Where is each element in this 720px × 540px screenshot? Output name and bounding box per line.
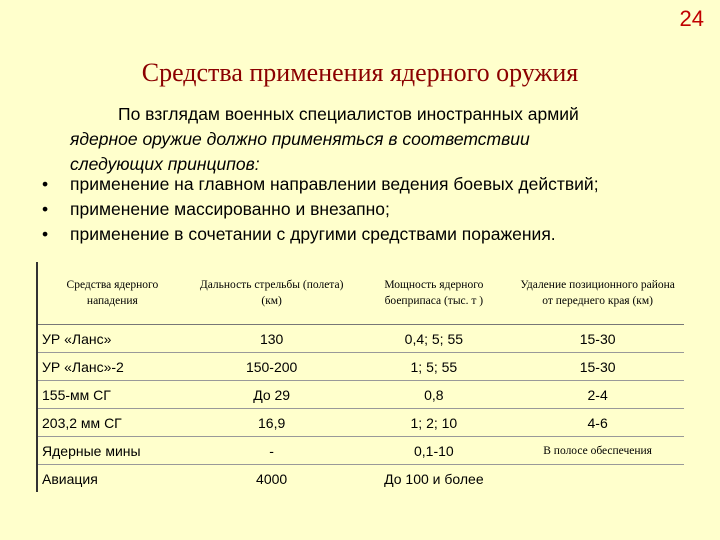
cell-means: Ядерные мины: [37, 437, 187, 465]
intro-line-1: По взглядам военных специалистов иностранных армий: [118, 104, 579, 124]
table-row: [37, 353, 684, 381]
cell-distance: 15-30: [511, 325, 684, 353]
principle-text: применение массированно и внезапно;: [70, 199, 390, 219]
table-row: [37, 437, 684, 465]
slide-title: Средства применения ядерного оружия: [141, 58, 579, 87]
header-range: Дальность стрельбы (полета) (км): [187, 262, 357, 325]
principle-text: применение на главном направлении ведения боевых действий;: [70, 174, 599, 194]
cell-distance: В полосе обеспечения: [511, 437, 684, 465]
cell-range: 130: [187, 325, 357, 353]
cell-yield: 1; 5; 55: [356, 353, 511, 381]
cell-yield: До 100 и более: [384, 470, 484, 487]
principle-item: [40, 222, 710, 247]
cell-means: УР «Ланс»-2: [37, 353, 187, 381]
table-row: [37, 409, 684, 437]
header-means: Средства ядерного нападения: [37, 262, 187, 325]
cell-range: До 29: [187, 381, 357, 409]
table-row: [37, 325, 684, 353]
cell-range: -: [187, 437, 357, 465]
bullet-icon: •: [42, 224, 49, 244]
principle-item: [40, 197, 710, 222]
weapons-table: [36, 262, 684, 492]
cell-distance: [511, 465, 684, 493]
cell-yield: 0,4; 5; 55: [356, 325, 511, 353]
intro-paragraph: [70, 102, 702, 177]
cell-yield: 0,8: [356, 381, 511, 409]
principle-text: применение в сочетании с другими средствами поражения.: [70, 224, 556, 244]
cell-distance: 4-6: [511, 409, 684, 437]
table-header-row: [37, 262, 684, 325]
cell-range: 16,9: [187, 409, 357, 437]
header-distance: Удаление позиционного района от переднего края (км): [511, 262, 684, 325]
principles-list: [40, 172, 710, 247]
cell-means: 203,2 мм СГ: [37, 409, 187, 437]
table-row: [37, 465, 684, 493]
cell-distance: 2-4: [511, 381, 684, 409]
cell-distance: 15-30: [511, 353, 684, 381]
cell-means: УР «Ланс»: [37, 325, 187, 353]
cell-yield: 0,1-10: [356, 437, 511, 465]
page-number: 24: [679, 6, 704, 31]
bullet-icon: •: [42, 174, 49, 194]
header-yield: Мощность ядерного боеприпаса (тыс. т ): [356, 262, 511, 325]
intro-line-2: ядерное оружие должно применяться в соответствии: [70, 129, 530, 149]
cell-means: 155-мм СГ: [37, 381, 187, 409]
table-row: [37, 381, 684, 409]
intro-line-3: следующих принципов:: [70, 154, 260, 174]
bullet-icon: •: [42, 199, 49, 219]
cell-means: Авиация: [42, 470, 98, 487]
principle-item: [40, 172, 710, 197]
cell-yield: 1; 2; 10: [356, 409, 511, 437]
cell-range: 150-200: [187, 353, 357, 381]
cell-range: 4000: [256, 470, 288, 487]
